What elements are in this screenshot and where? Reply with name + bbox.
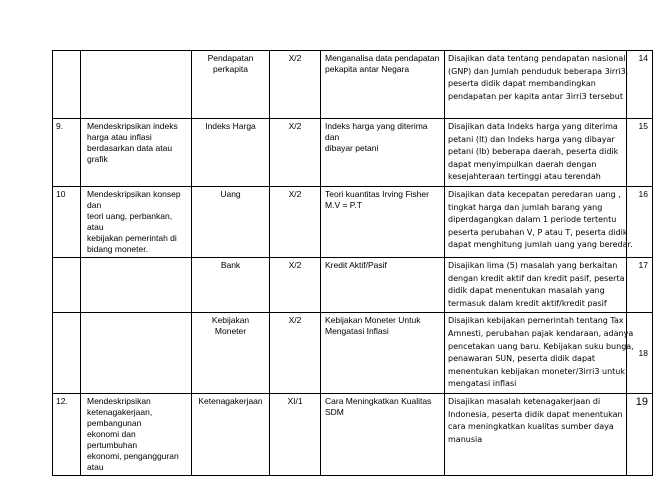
- indicator-cell: [445, 51, 627, 119]
- competency-cell-line: Mendeskripsikan konsep dan: [87, 188, 181, 210]
- competency-cell-line: ketenagakerjaan,: [87, 406, 153, 417]
- indicator-cell-line: penawaran SUN, peserta didik dapat: [448, 354, 596, 364]
- indicator-cell-line: pencetakan uang baru. Kebijakan suku bunga,: [448, 341, 634, 351]
- row-number: 9.: [53, 119, 81, 187]
- class-semester-cell: X/2: [270, 186, 321, 257]
- indicator-cell-line: Disajikan lima (5) masalah yang berkaitan: [448, 260, 618, 270]
- submaterial-cell-line: SDM: [325, 406, 344, 417]
- material-cell: [192, 313, 270, 394]
- exam-grid-table: [52, 50, 653, 476]
- indicator-cell-line: petani (Ib) beberapa daerah, peserta didik: [448, 147, 619, 157]
- material-cell-line: Kebijakan: [211, 315, 250, 326]
- material-cell-line: Indeks Harga: [205, 121, 256, 131]
- indicator-cell-line: dapat menghitung jumlah uang yang beredar.: [448, 240, 633, 250]
- indicator-cell-line: diperdagangkan dalam 1 periode tertentu: [448, 215, 617, 225]
- indicator-cell-line: Disajikan kebijakan pemerintah tentang Tax: [448, 316, 624, 326]
- competency-cell: [81, 186, 192, 257]
- grid-row: [53, 257, 653, 312]
- row-number: [53, 257, 81, 312]
- indicator-cell: [445, 393, 627, 475]
- indicator-cell-line: peserta perubahan V, P atau T, peserta didik: [448, 227, 628, 237]
- competency-cell-line: pembangunan: [87, 417, 142, 428]
- submaterial-cell-line: dibayar petani: [325, 143, 379, 153]
- class-semester-cell: X/2: [270, 257, 321, 312]
- question-number: 18: [627, 313, 653, 394]
- exam-grid-body: [53, 51, 653, 476]
- submaterial-cell-line: Mengatasi Inflasi: [325, 326, 389, 337]
- competency-cell: [81, 119, 192, 187]
- indicator-cell-line: peserta didik dapat membandingkan: [448, 79, 596, 89]
- row-number: 12.: [53, 393, 81, 475]
- material-cell-line: perkapita: [213, 64, 248, 74]
- competency-cell-line: ekonomi, pengangguran atau: [87, 450, 179, 472]
- grid-row: [53, 51, 653, 119]
- competency-cell-line: Mendeskripsikan indeks: [87, 121, 178, 131]
- indicator-cell-line: pendapatan per kapita antar 3irri3 tersebut: [448, 91, 623, 101]
- submaterial-cell-line: Kebijakan Moneter Untuk: [325, 315, 421, 326]
- material-cell: [192, 51, 270, 119]
- question-number: 17: [627, 257, 653, 312]
- indicator-cell: [445, 257, 627, 312]
- question-number: 16: [627, 186, 653, 257]
- indicator-cell-line: termasuk dalam kredit aktif/kredit pasif: [448, 298, 607, 308]
- grid-row: [53, 393, 653, 475]
- row-number: [53, 51, 81, 119]
- competency-cell-line: bidang moneter.: [87, 243, 148, 254]
- indicator-cell: [445, 186, 633, 257]
- submaterial-cell-line: Kredit Aktif/Pasif: [325, 259, 387, 270]
- competency-cell: [81, 393, 192, 475]
- indicator-cell-line: (GNP) dan Jumlah penduduk beberapa 3irri3,: [448, 66, 629, 76]
- indicator-cell: [445, 313, 634, 394]
- indicator-cell-line: manusia: [448, 434, 483, 444]
- class-semester-cell: XI/1: [270, 393, 321, 475]
- submaterial-cell: [321, 313, 445, 394]
- competency-cell-line: kebijakan pemerintah di: [87, 232, 177, 243]
- indicator-cell-line: Disajikan data Indeks harga yang diterima: [448, 122, 618, 131]
- material-cell: [192, 257, 270, 312]
- competency-cell: [81, 51, 192, 119]
- competency-cell: [81, 257, 192, 312]
- submaterial-cell: [321, 393, 445, 475]
- indicator-cell-line: menentukan kebijakan moneter/3irri3 untuk: [448, 366, 626, 376]
- indicator-cell-line: dapat menyimpulkan daerah dengan: [448, 159, 597, 169]
- grid-row: [53, 313, 653, 394]
- material-cell: [192, 393, 270, 475]
- submaterial-cell-line: Cara Meningkatkan Kualitas: [325, 395, 432, 406]
- class-semester-cell: X/2: [270, 51, 321, 119]
- competency-cell-line: ekonomi dan pertumbuhan: [87, 428, 138, 450]
- grid-row: [53, 186, 653, 257]
- row-number: 10: [53, 186, 81, 257]
- question-number: 15: [627, 119, 653, 187]
- material-cell-line: Uang: [220, 188, 241, 199]
- competency-cell-line: Mendeskripsikan: [87, 395, 151, 406]
- question-number: 19: [627, 393, 653, 475]
- row-number: [53, 313, 81, 394]
- submaterial-cell-line: Indeks harga yang diterima dan: [325, 121, 428, 142]
- indicator-cell-line: kesejahteraan tertinggi atau terendah: [448, 172, 601, 182]
- indicator-cell-line: mengatasi inflasi: [448, 379, 517, 389]
- competency-cell-line: berdasarkan data atau grafik: [87, 143, 173, 164]
- material-cell-line: Bank: [220, 259, 241, 270]
- indicator-cell-line: didik dapat menentukan masalah yang: [448, 286, 605, 296]
- material-cell-line: Moneter: [214, 326, 247, 337]
- indicator-cell-line: Disajikan data kecepatan peredaran uang ,: [448, 189, 621, 199]
- exam-grid-page: [52, 50, 648, 476]
- material-cell: [192, 186, 270, 257]
- class-semester-cell: X/2: [270, 313, 321, 394]
- class-semester-cell: X/2: [270, 119, 321, 187]
- indicator-cell-line: tingkat harga dan jumlah barang yang: [448, 202, 603, 212]
- indicator-cell-line: dengan kredit aktif dan kredit pasif, peserta: [448, 273, 625, 283]
- indicator-cell-line: Disajikan data tentang pendapatan nasional: [448, 54, 626, 63]
- submaterial-cell: [321, 51, 445, 119]
- material-cell: [192, 119, 270, 187]
- submaterial-cell: [321, 186, 445, 257]
- grid-row: [53, 119, 653, 187]
- competency-cell-line: teori uang, perbankan, atau: [87, 210, 173, 232]
- indicator-cell-line: Disajikan masalah ketenagakerjaan di: [448, 396, 601, 406]
- submaterial-cell-line: pekapita antar Negara: [325, 64, 410, 74]
- indicator-cell-line: Indonesia, peserta didik dapat menentukan: [448, 409, 623, 419]
- competency-cell: [81, 313, 192, 394]
- indicator-cell: [445, 119, 627, 187]
- submaterial-cell: [321, 119, 445, 187]
- competency-cell-line: harga atau inflasi: [87, 132, 152, 142]
- indicator-cell-line: Amnesti, perubahan pajak kendaraan, adanya: [448, 328, 634, 338]
- indicator-cell-line: cara meningkatkan kualitas sumber daya: [448, 422, 614, 432]
- indicator-cell-line: petani (It) dan Indeks harga yang dibayar: [448, 134, 615, 144]
- material-cell-line: Ketenagakerjaan: [198, 395, 263, 406]
- submaterial-cell-line: Menganalisa data pendapatan: [325, 53, 440, 63]
- material-cell-line: Pendapatan: [207, 53, 254, 63]
- submaterial-cell-line: Teori kuantitas Irving Fisher: [325, 188, 429, 199]
- submaterial-cell-line: M.V = P.T: [325, 199, 362, 210]
- submaterial-cell: [321, 257, 445, 312]
- question-number: 14: [627, 51, 653, 119]
